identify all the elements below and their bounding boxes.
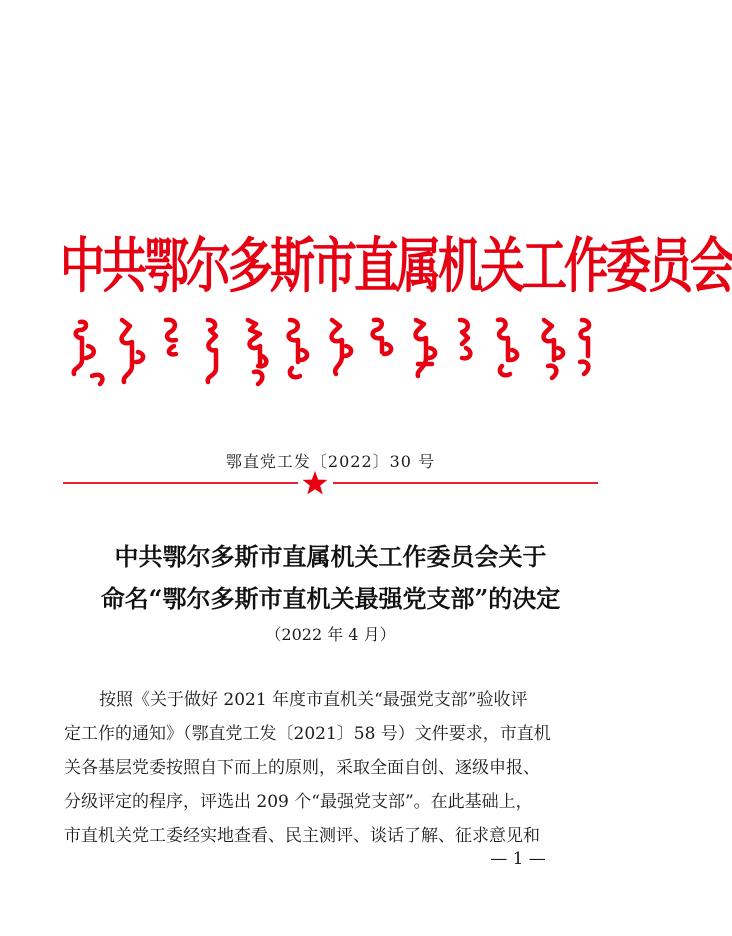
mongolian-script-title [66, 316, 596, 386]
page-number: — 1 — [490, 849, 546, 869]
body-paragraph-line: 定工作的通知》（鄂直党工发〔2021〕58 号）文件要求，市直机 [64, 724, 551, 744]
body-paragraph-line: 关各基层党委按照自下而上的原则，采取全面自创、逐级申报、 [64, 758, 540, 778]
document-number: 鄂直党工发〔2022〕30 号 [225, 452, 436, 471]
document-date: （2022 年 4 月） [265, 625, 396, 644]
document-title-line-2: 命名“鄂尔多斯市直机关最强党支部”的决定 [100, 584, 561, 613]
document-title-line-1: 中共鄂尔多斯市直属机关工作委员会关于 [114, 542, 547, 571]
body-paragraph-line: 分级评定的程序，评选出 209 个“最强党支部”。在此基础上， [64, 792, 533, 812]
organization-title: 中共鄂尔多斯市直属机关工作委员会 [60, 231, 732, 302]
body-paragraph-line: 市直机关党工委经实地查看、民主测评、谈话了解、征求意见和 [64, 826, 540, 846]
red-rule-divider [63, 470, 598, 500]
red-star-icon [303, 471, 328, 494]
body-paragraph-line: 按照《关于做好 2021 年度市直机关“最强党支部”验收评 [99, 690, 528, 710]
